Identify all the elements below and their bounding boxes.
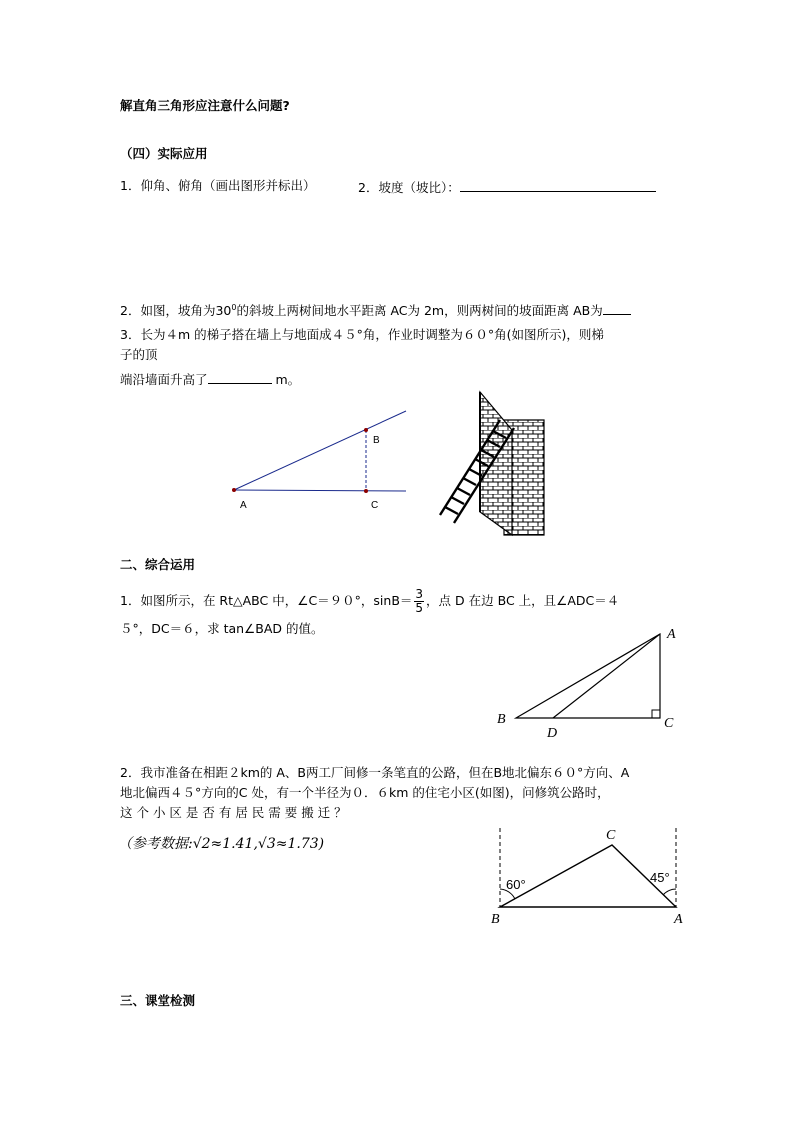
label-c: C xyxy=(606,828,616,843)
problem-2-part-b: 的斜坡上两树间地水平距离 AC为 2m，则两树间的坡面距离 AB为 xyxy=(236,303,603,319)
label-a: A xyxy=(240,500,247,511)
label-a: A xyxy=(667,627,676,642)
problem-2-part-a: 2．如图，坡角为 xyxy=(120,303,216,319)
reference-data: （参考数据:√2≈1.41,√3≈1.73) xyxy=(118,836,325,852)
problem-3-line2: 子的顶 xyxy=(120,347,158,362)
right-angle-mark xyxy=(652,710,660,718)
label-b: B xyxy=(373,435,380,446)
label-b: B xyxy=(497,712,506,727)
label-a: A xyxy=(674,912,683,927)
slope-angle-degree: 0 xyxy=(231,303,237,312)
angle-arc-a xyxy=(663,889,676,895)
angle-a-label: 45° xyxy=(650,870,670,885)
slope-figure xyxy=(225,405,410,515)
problem-3-blank[interactable] xyxy=(208,370,272,384)
sinb-numerator: 3 xyxy=(415,587,424,601)
label-b: B xyxy=(491,912,500,927)
problem-3-line1: 3．长为４m 的梯子搭在墙上与地面成４５°角，作业时调整为６０°角(如图所示)，则梯 xyxy=(120,327,604,342)
sinb-fraction xyxy=(414,588,424,615)
problem-2 xyxy=(120,300,631,319)
bearing-triangle-figure xyxy=(490,825,690,930)
triangle-abc-figure xyxy=(495,622,685,742)
problem-3-line3-a: 端沿墙面升高了 xyxy=(120,372,208,387)
q1-text-a: 1．如图所示，在 Rt△ABC 中，∠C＝９０°，sinB＝ xyxy=(120,593,413,608)
slope-angle-value: 30 xyxy=(215,303,232,319)
item-elevation-angle: 1．仰角、俯角（画出图形并标出） xyxy=(120,178,316,193)
q1-text-b: ，点 D 在边 BC 上，且∠ADC＝４ xyxy=(426,593,620,608)
label-c: C xyxy=(664,716,674,731)
ground-line xyxy=(234,490,406,491)
section-2-q2-line2: 地北偏西４５°方向的C 处，有一个半径为０．６km 的住宅小区(如图)，问修筑公路时， xyxy=(120,785,610,800)
slope-ratio-blank[interactable] xyxy=(460,178,656,192)
section-3-title: 三、课堂检测 xyxy=(120,993,196,1008)
item-slope-ratio xyxy=(358,178,656,196)
point-a xyxy=(232,488,236,492)
label-d: D xyxy=(547,726,558,741)
item-slope-ratio-label: 2．坡度（坡比）： xyxy=(358,180,460,195)
triangle-abc xyxy=(516,634,660,718)
section-2-q2-line3: 这 个 小 区 是 否 有 居 民 需 要 搬 迁 ？ xyxy=(120,805,347,820)
segment-ad xyxy=(553,634,660,718)
angle-b-label: 60° xyxy=(506,877,526,892)
problem-2-blank[interactable] xyxy=(603,301,631,315)
slope-line xyxy=(234,411,406,490)
problem-3-line3-b: m。 xyxy=(271,372,301,387)
section-2-q2-line1: 2．我市准备在相距２km的 A、B两工厂间修一条笔直的公路，但在B地北偏东６０°方向、A xyxy=(120,765,630,780)
label-c: C xyxy=(371,500,379,511)
section-2-title: 二、综合运用 xyxy=(120,557,196,572)
point-c xyxy=(364,489,368,493)
point-b xyxy=(364,428,368,432)
sinb-denominator: 5 xyxy=(415,601,424,615)
ladder-wall-figure xyxy=(438,390,546,538)
problem-3-line3 xyxy=(120,370,300,388)
section-4-title: （四）实际应用 xyxy=(120,146,208,161)
section-2-q1-line2: ５°，DC＝６，求 tan∠BAD 的值。 xyxy=(120,621,324,636)
intro-question: 解直角三角形应注意什么问题? xyxy=(120,98,290,113)
section-2-q1-line1 xyxy=(120,588,619,615)
